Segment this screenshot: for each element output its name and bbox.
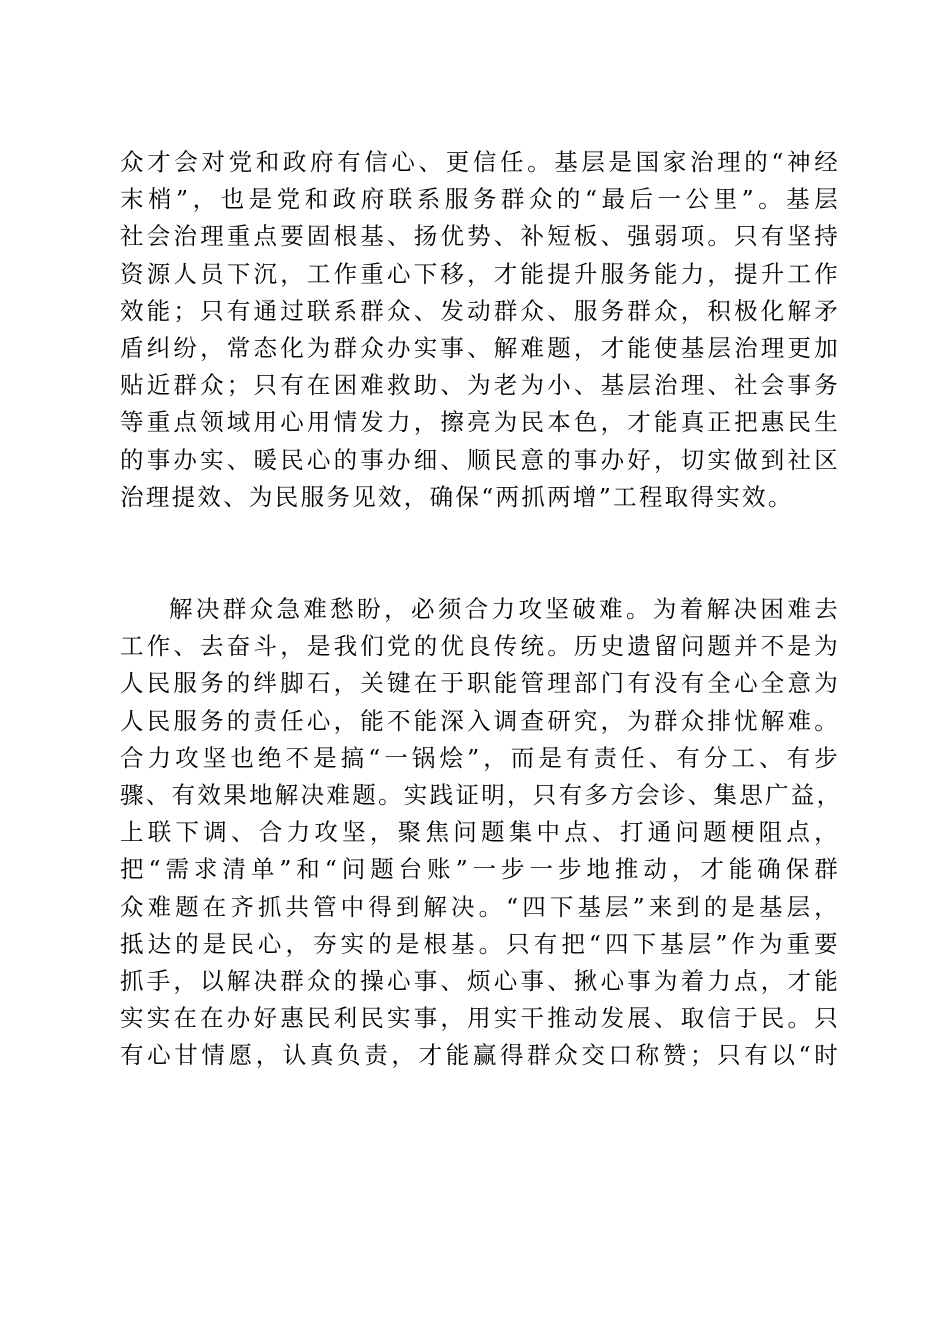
paragraph-line: 众难题在齐抓共管中得到解决。“四下基层”来到的是基层， [120,892,840,921]
paragraph-line: 治理提效、为民服务见效，确保“两抓两增”工程取得实效。 [120,482,794,511]
paragraph-line: 合力攻坚也绝不是搞“一锅烩”，而是有责任、有分工、有步 [120,743,840,772]
paragraph-line: 资源人员下沉，工作重心下移，才能提升服务能力，提升工作 [120,259,840,288]
paragraph-line: 效能；只有通过联系群众、发动群众、服务群众，积极化解矛 [120,296,840,325]
paragraph-line: 的事办实、暖民心的事办细、顺民意的事办好，切实做到社区 [120,445,840,474]
paragraph-2 [120,591,843,1075]
paragraph-line: 社会治理重点要固根基、扬优势、补短板、强弱项。只有坚持 [120,222,840,251]
paragraph-line: 抵达的是民心，夯实的是根基。只有把“四下基层”作为重要 [120,929,840,958]
paragraph-line: 工作、去奋斗，是我们党的优良传统。历史遗留问题并不是为 [120,632,840,661]
paragraph-1 [120,144,840,516]
paragraph-line: 众才会对党和政府有信心、更信任。基层是国家治理的“神经 [120,148,840,176]
paragraph-line: 实实在在办好惠民利民实事，用实干推动发展、取信于民。只 [120,1004,840,1033]
paragraph-line: 骤、有效果地解决难题。实践证明，只有多方会诊、集思广益， [120,781,843,810]
paragraph-line: 盾纠纷，常态化为群众办实事、解难题，才能使基层治理更加 [120,334,840,363]
paragraph-line: 贴近群众；只有在困难救助、为老为小、基层治理、社会事务 [120,371,840,400]
paragraph-line: 等重点领域用心用情发力，擦亮为民本色，才能真正把惠民生 [120,408,840,437]
paragraph-line: 把“需求清单”和“问题台账”一步一步地推动，才能确保群 [120,855,840,884]
paragraph-line: 人民服务的绊脚石，关键在于职能管理部门有没有全心全意为 [120,669,840,698]
paragraph-line: 解决群众急难愁盼，必须合力攻坚破难。为着解决困难去 [169,595,840,623]
paragraph-line: 抓手，以解决群众的操心事、烦心事、揪心事为着力点，才能 [120,967,840,996]
paragraph-line: 人民服务的责任心，能不能深入调查研究，为群众排忧解难。 [120,706,840,735]
paragraph-line: 有心甘情愿，认真负责，才能赢得群众交口称赞；只有以“时 [120,1041,840,1070]
paragraph-line: 上联下调、合力攻坚，聚焦问题集中点、打通问题梗阻点， [120,818,840,847]
paragraph-line: 末梢”，也是党和政府联系服务群众的“最后一公里”。基层 [120,185,841,214]
